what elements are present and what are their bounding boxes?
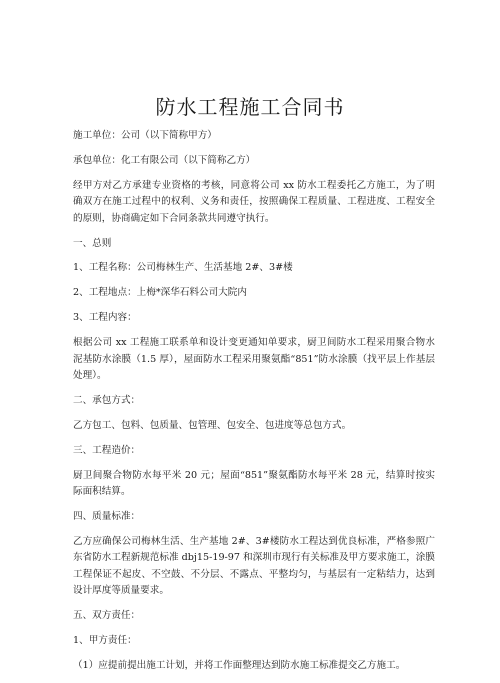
party-b-line: 承包单位：化工有限公司（以下简称乙方）	[73, 154, 256, 166]
project-content-label: 3、工程内容：	[73, 312, 137, 324]
party-a-responsibility-label: 1、甲方责任：	[73, 634, 137, 646]
document-title: 防水工程施工合同书	[155, 95, 345, 120]
preamble-paragraph: 经甲方对乙方承建专业资格的考核，同意将公司 xx 防水工程委托乙方施工，为了明确双方在施工过程中的权利、义务和责任，按照确保工程质量、工程进度、工程安全的原则，协商确定如下合同条款共同遵守执行。	[73, 179, 435, 224]
document-body	[73, 128, 435, 683]
section-heading-cost: 三、工程造价：	[73, 444, 141, 456]
project-content-paragraph: 根据公司 xx 工程施工联系单和设计变更通知单要求，厨卫间防水工程采用聚合物水泥基防水涂膜（1.5 厚），屋面防水工程采用聚氨酯“851”防水涂膜（找平层上作基层处理）。	[73, 337, 435, 381]
quality-paragraph: 乙方应确保公司梅林生活、生产基地 2#、3#楼防水工程达到优良标准，严格参照广东省防水工程新规范标准 dbj15-19-97 和深圳市现行有关标准及甲方要求施工，涂膜工程保证不起皮、不空鼓、不分层、不露点、平整均匀，与基层有一定粘结力，达到设计厚度等质量要求。	[73, 535, 435, 597]
section-heading-contract-mode: 二、承包方式：	[73, 394, 141, 406]
cost-paragraph: 厨卫间聚合物防水每平米 20 元；屋面“851”聚氨酯防水每平米 28 元，结算时按实际面积结算。	[73, 469, 435, 497]
project-location-line: 2、工程地点：上梅*深华石料公司大院内	[73, 287, 247, 299]
party-a-responsibility-item-1: （1）应提前提出施工计划，并将工作面整理达到防水施工标准提交乙方施工。	[73, 659, 406, 671]
project-name-line: 1、工程名称：公司梅林生产、生活基地 2#、3#楼	[73, 262, 293, 274]
section-heading-quality: 四、质量标准：	[73, 510, 141, 522]
section-heading-general: 一、总则	[73, 237, 112, 249]
section-heading-responsibilities: 五、双方责任：	[73, 609, 141, 621]
contract-mode-paragraph: 乙方包工、包料、包质量、包管理、包安全、包进度等总包方式。	[73, 419, 352, 431]
party-a-line: 施工单位：公司（以下简称甲方）	[73, 130, 217, 141]
